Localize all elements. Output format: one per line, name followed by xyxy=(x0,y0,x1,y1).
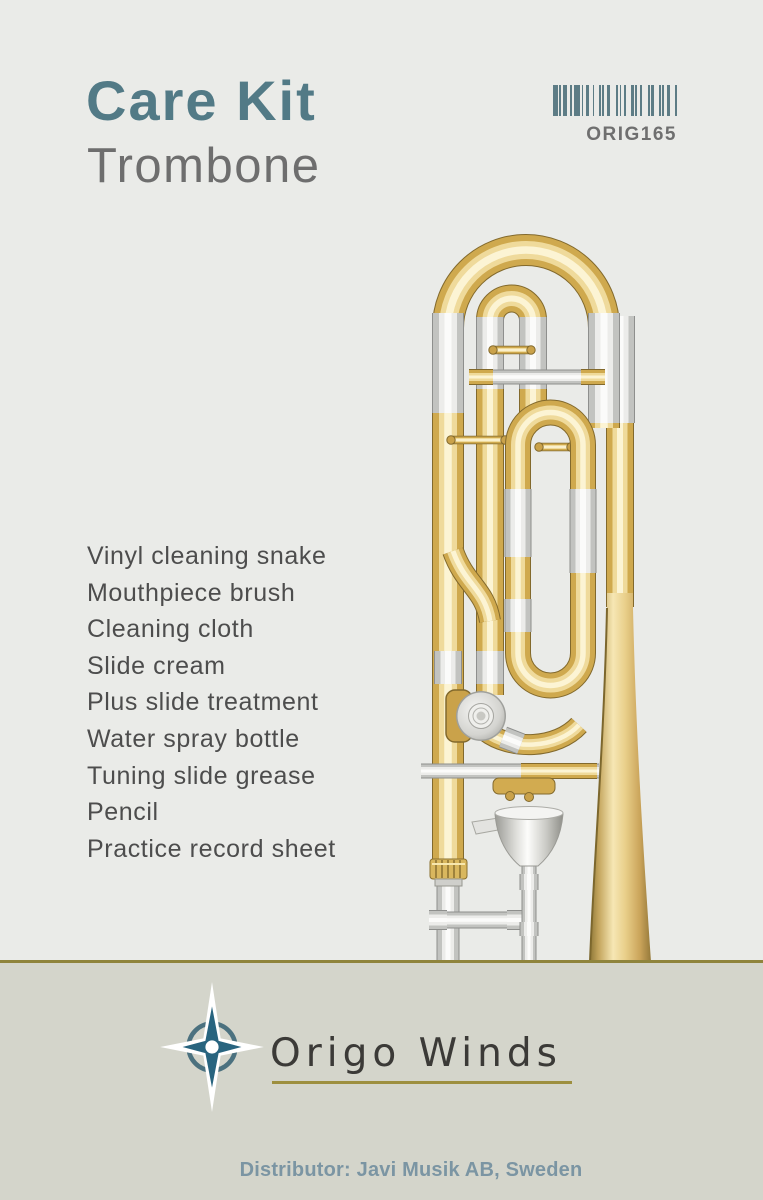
brand-band xyxy=(0,960,763,1200)
trombone-illustration xyxy=(393,223,695,962)
contents-item: Slide cream xyxy=(87,651,226,680)
page-title: Care Kit xyxy=(86,69,317,132)
contents-item: Practice record sheet xyxy=(87,834,336,863)
mouthpiece xyxy=(472,807,563,963)
page-subtitle: Trombone xyxy=(87,139,321,193)
contents-item: Plus slide treatment xyxy=(87,688,319,717)
distributor-text: Distributor: Javi Musik AB, Sweden xyxy=(239,1159,583,1181)
contents-item: Vinyl cleaning snake xyxy=(87,542,327,570)
contents-list xyxy=(87,538,336,867)
contents-item: Cleaning cloth xyxy=(87,615,254,644)
barcode-image xyxy=(553,85,677,116)
contents-item: Mouthpiece brush xyxy=(87,578,296,607)
compass-star-logo xyxy=(158,982,266,1112)
contents-item: Pencil xyxy=(87,798,159,827)
rotary-valve xyxy=(446,690,506,742)
barcode-label: ORIG165 xyxy=(586,124,677,145)
compass-center-dot xyxy=(205,1040,218,1053)
trombone-photo xyxy=(393,223,695,962)
brand-name: Origo Winds xyxy=(270,1031,562,1076)
f-attachment-loop xyxy=(518,413,583,686)
contents-item: Water spray bottle xyxy=(87,724,300,753)
brand-underline xyxy=(272,1081,572,1084)
contents-item: Tuning slide grease xyxy=(87,761,316,790)
barcode-block xyxy=(553,85,677,146)
